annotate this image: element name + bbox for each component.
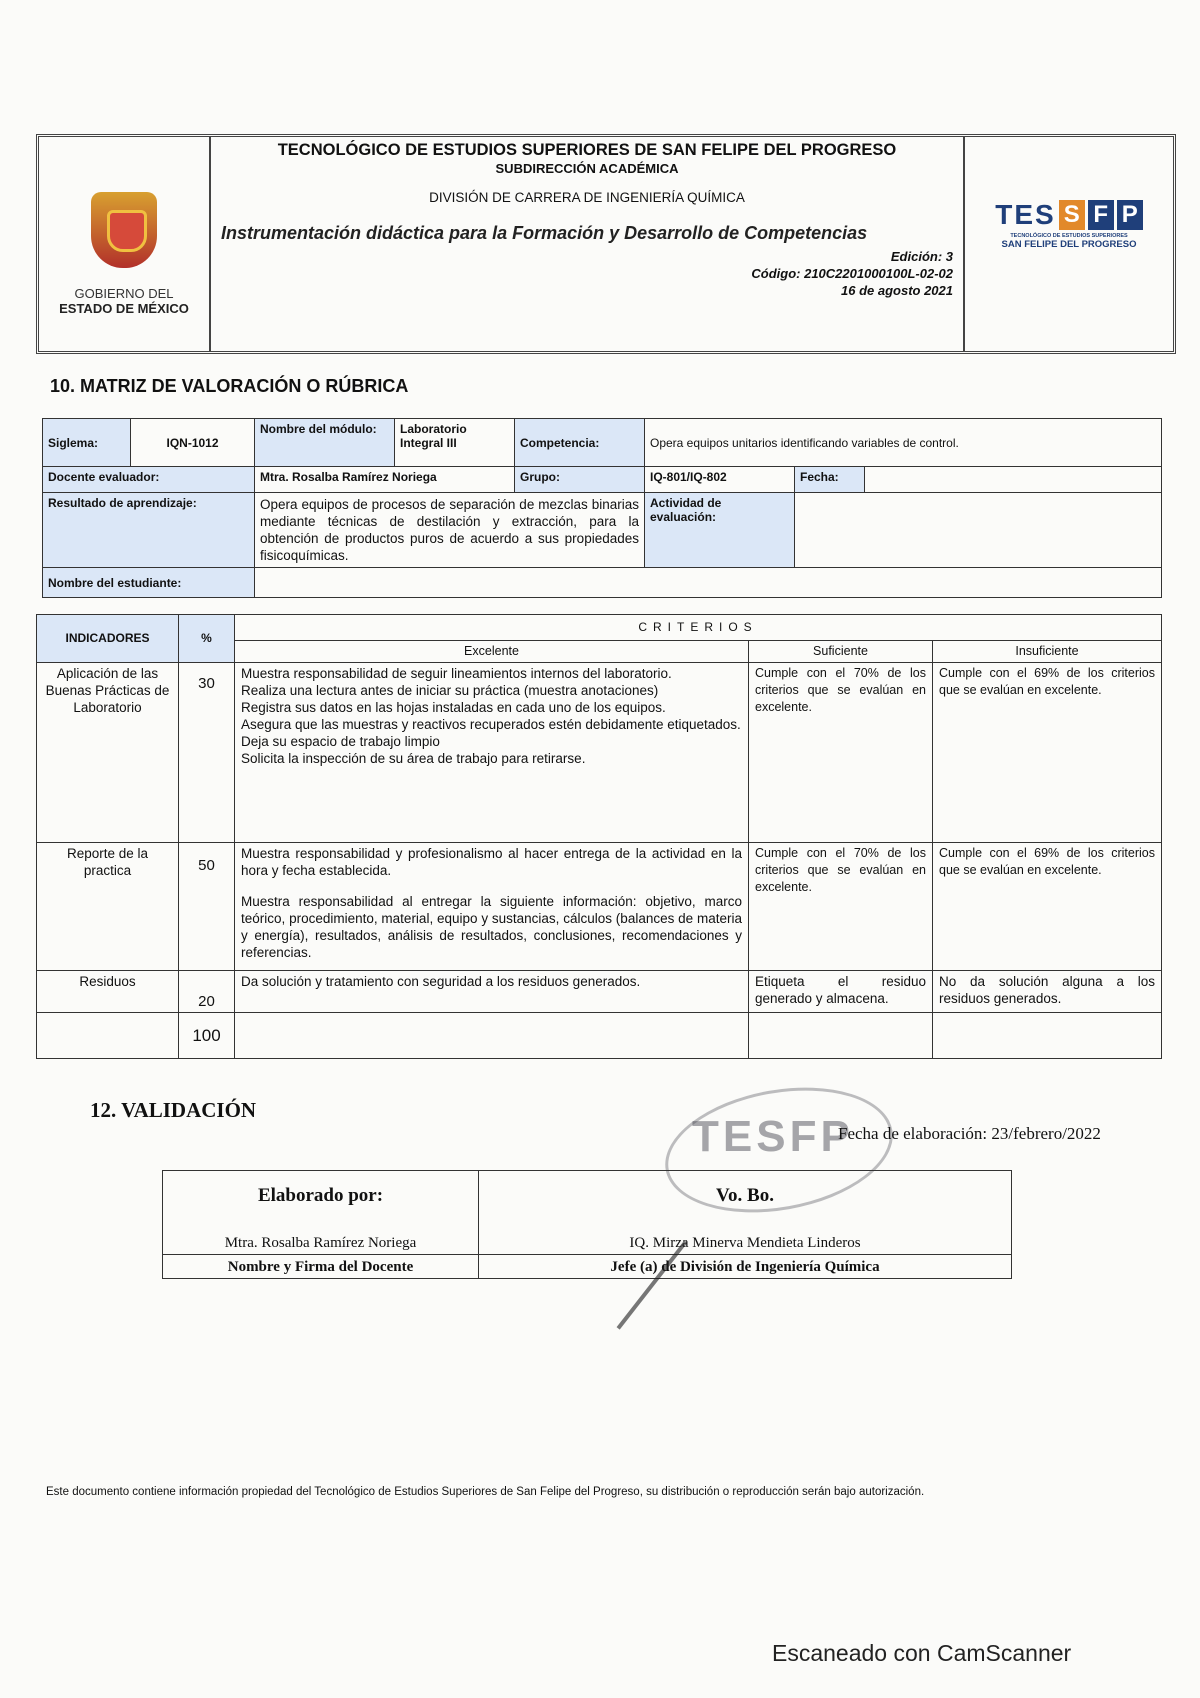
criterion-line: Da solución y tratamiento con seguridad a los residuos generados. <box>241 974 641 989</box>
empty-cell <box>235 1013 749 1059</box>
actividad-value <box>795 493 1162 568</box>
rubric-table <box>36 614 1162 1059</box>
estado-de-mexico-seal-icon <box>91 192 157 268</box>
code: Código: 210C2201000100L-02-02 <box>751 266 953 281</box>
edition: Edición: 3 <box>890 249 953 264</box>
criterion-line: Deja su espacio de trabajo limpio <box>241 734 440 749</box>
elaborado-label: Elaborado por: <box>257 1185 384 1206</box>
jefe-name: IQ. Mirza Minerva Mendieta Linderos <box>629 1235 861 1251</box>
estudiante-label: Nombre del estudiante: <box>43 568 255 598</box>
criterion-line: Realiza una lectura antes de iniciar su práctica (muestra anotaciones) <box>241 683 659 698</box>
document-title: Instrumentación didáctica para la Formación y Desarrollo de Competencias <box>221 223 868 243</box>
insuficiente-cell: No da solución alguna a los residuos generados. <box>933 971 1162 1013</box>
indicador-cell: Aplicación de las Buenas Prácticas de Laboratorio <box>37 663 179 843</box>
subdirection: SUBDIRECCIÓN ACADÉMICA <box>495 161 679 176</box>
criterion-line: Solicita la inspección de su área de trabajo para retirarse. <box>241 751 586 766</box>
fecha-elaboracion: Fecha de elaboración: 23/febrero/2022 <box>838 1124 1101 1143</box>
col-criterios: CRITERIOS <box>235 615 1162 641</box>
fecha-value <box>865 467 1162 493</box>
vobo-cell <box>479 1171 1012 1255</box>
criterion-line: Asegura que las muestras y reactivos recuperados estén debidamente etiquetados. <box>241 717 741 732</box>
gov-line2: ESTADO DE MÉXICO <box>59 301 189 316</box>
suficiente-cell: Etiqueta el residuo generado y almacena. <box>749 971 933 1013</box>
excelente-cell <box>235 971 749 1013</box>
col-excelente: Excelente <box>235 641 749 663</box>
empty-cell <box>933 1013 1162 1059</box>
criterion-line: Registra sus datos en las hojas instaladas en cada uno de los equipos. <box>241 700 666 715</box>
logo-p: P <box>1117 200 1143 230</box>
table-row <box>37 843 1162 971</box>
docente-label: Docente evaluador: <box>43 467 255 493</box>
grupo-label: Grupo: <box>515 467 645 493</box>
indicador-cell: Reporte de la practica <box>37 843 179 971</box>
criterion-line: Muestra responsabilidad y profesionalismo al hacer entrega de la actividad en la hora y fecha establecida. <box>241 846 742 878</box>
resultado-value: Opera equipos de procesos de separación de mezclas binarias mediante técnicas de destilación y extracción, para la obtención de productos puros de acuerdo a sus propiedades fisicoquímicas. <box>255 493 645 568</box>
col-indicadores: INDICADORES <box>37 615 179 663</box>
tesfp-logo-block <box>963 137 1173 351</box>
logo-f: F <box>1088 200 1114 230</box>
docente-caption: Nombre y Firma del Docente <box>163 1255 479 1279</box>
col-insuficiente: Insuficiente <box>933 641 1162 663</box>
empty-cell <box>749 1013 933 1059</box>
division: DIVISIÓN DE CARRERA DE INGENIERÍA QUÍMICA <box>429 190 745 205</box>
insuficiente-cell: Cumple con el 69% de los criterios que se evalúan en excelente. <box>933 663 1162 843</box>
logo-tes: TES <box>995 198 1056 230</box>
modulo-value: Laboratorio Integral III <box>395 419 515 467</box>
document-meta <box>221 248 953 299</box>
docente-value: Mtra. Rosalba Ramírez Noriega <box>255 467 515 493</box>
gov-logo-block <box>39 137 211 351</box>
footer-notice: Este documento contiene información propiedad del Tecnológico de Estudios Superiores de San Felipe del Progreso, su distribución o reproducción serán bajo autorización. <box>46 1486 925 1498</box>
estudiante-value <box>255 568 1162 598</box>
pct-cell: 50 <box>179 843 235 971</box>
section-10-title: 10. MATRIZ DE VALORACIÓN O RÚBRICA <box>50 376 409 396</box>
document-header <box>36 134 1176 354</box>
camscanner-watermark: Escaneado con CamScanner <box>772 1640 1072 1666</box>
table-row <box>37 663 1162 843</box>
issue-date: 16 de agosto 2021 <box>841 283 953 298</box>
siglema-label: Siglema: <box>43 419 131 467</box>
stamp-text: TESFP <box>692 1112 854 1161</box>
excelente-cell <box>235 663 749 843</box>
jefe-caption: Jefe (a) de División de Ingeniería Química <box>479 1255 1012 1279</box>
excelente-cell <box>235 843 749 971</box>
logo-subtitle-1: TECNOLÓGICO DE ESTUDIOS SUPERIORES <box>1010 232 1128 239</box>
vobo-label: Vo. Bo. <box>716 1185 774 1206</box>
empty-cell <box>37 1013 179 1059</box>
info-table <box>42 418 1162 598</box>
actividad-label: Actividad de evaluación: <box>645 493 795 568</box>
criterion-line: Muestra responsabilidad de seguir lineamientos internos del laboratorio. <box>241 666 672 681</box>
logo-subtitle-2: SAN FELIPE DEL PROGRESO <box>1001 238 1137 250</box>
institution-name: TECNOLÓGICO DE ESTUDIOS SUPERIORES DE SAN FELIPE DEL PROGRESO <box>277 141 897 159</box>
siglema-value: IQN-1012 <box>131 419 255 467</box>
indicador-cell: Residuos <box>37 971 179 1013</box>
total-row <box>37 1013 1162 1059</box>
validation-table <box>162 1170 1012 1279</box>
suficiente-cell: Cumple con el 70% de los criterios que se evalúan en excelente. <box>749 843 933 971</box>
pct-cell: 20 <box>179 971 235 1013</box>
competencia-value: Opera equipos unitarios identificando variables de control. <box>645 419 1162 467</box>
tesfp-logo <box>995 199 1142 231</box>
insuficiente-cell: Cumple con el 69% de los criterios que se evalúan en excelente. <box>933 843 1162 971</box>
col-pct: % <box>179 615 235 663</box>
resultado-label: Resultado de aprendizaje: <box>43 493 255 568</box>
table-row <box>37 971 1162 1013</box>
competencia-label: Competencia: <box>515 419 645 467</box>
col-suficiente: Suficiente <box>749 641 933 663</box>
pct-cell: 30 <box>179 663 235 843</box>
docente-name: Mtra. Rosalba Ramírez Noriega <box>224 1235 417 1251</box>
section-12-title: 12. VALIDACIÓN <box>90 1098 257 1122</box>
logo-s: S <box>1059 200 1085 230</box>
criterion-line: Muestra responsabilidad al entregar la siguiente información: objetivo, marco teórico, procedimiento, material, equipo y sustancias, cálculos (balances de materia y energía), resultados, análisis de resultados, conclusiones, recomendaciones y referencias. <box>241 894 742 960</box>
gov-line1: GOBIERNO DEL <box>74 286 174 301</box>
suficiente-cell: Cumple con el 70% de los criterios que se evalúan en excelente. <box>749 663 933 843</box>
total-pct: 100 <box>179 1013 235 1059</box>
modulo-label: Nombre del módulo: <box>255 419 395 467</box>
elaborado-cell <box>163 1171 479 1255</box>
fecha-label: Fecha: <box>795 467 865 493</box>
grupo-value: IQ-801/IQ-802 <box>645 467 795 493</box>
header-title-block <box>211 137 963 351</box>
